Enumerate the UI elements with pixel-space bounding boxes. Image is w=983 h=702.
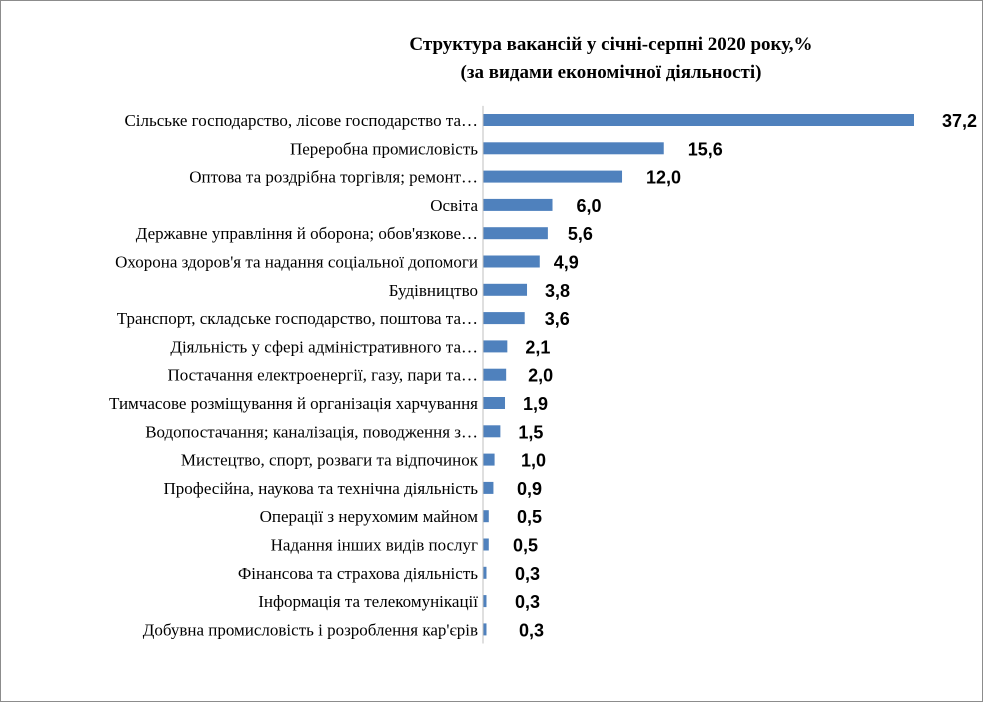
category-label: Водопостачання; каналізація, поводження з… [145, 422, 478, 442]
category-label: Операції з нерухомим майном [259, 507, 478, 527]
bar [483, 227, 548, 239]
value-label: 1,5 [518, 422, 544, 443]
bar [483, 256, 540, 268]
value-label: 1,9 [523, 394, 549, 414]
bar [483, 312, 525, 324]
category-label: Професійна, наукова та технічна діяльність [163, 478, 478, 498]
value-label: 2,0 [528, 365, 554, 386]
value-label: 0,5 [517, 507, 543, 528]
category-label: Тимчасове розміщування й організація харчування [109, 394, 478, 413]
bar [483, 454, 495, 466]
category-label: Добувна промисловість і розроблення кар'єрів [142, 620, 478, 640]
category-label: Інформація та телекомунікації [258, 592, 478, 612]
bar [483, 623, 486, 635]
category-label: Надання інших видів послуг [270, 535, 478, 555]
chart-subtitle: (за видами економічної діяльності) [460, 62, 762, 83]
category-label: Фінансова та страхова діяльність [237, 563, 478, 583]
value-label: 0,3 [515, 563, 541, 584]
bar [483, 567, 486, 579]
bar [483, 199, 553, 211]
category-label: Будівництво [388, 280, 478, 300]
bar [483, 340, 507, 352]
value-label: 0,3 [519, 620, 545, 641]
category-label: Постачання електроенергії, газу, пари та… [167, 365, 478, 385]
bar [483, 482, 493, 494]
bar [483, 284, 527, 296]
bar [483, 595, 486, 607]
category-labels-group [109, 111, 479, 639]
value-labels-group [513, 111, 977, 640]
value-label: 15,6 [687, 139, 723, 160]
value-label: 1,0 [521, 450, 547, 471]
bar [483, 142, 664, 154]
value-label: 2,1 [525, 337, 551, 358]
category-label: Транспорт, складське господарство, поштова та… [116, 309, 478, 329]
value-label: 3,8 [545, 280, 571, 301]
category-label: Діяльність у сфері адміністративного та… [170, 337, 478, 357]
value-label: 12,0 [646, 167, 682, 188]
category-label: Сільське господарство, лісове господарство та… [124, 111, 478, 130]
bar [483, 539, 489, 551]
bar [483, 114, 914, 126]
value-label: 5,6 [567, 224, 593, 245]
value-label: 0,5 [513, 535, 539, 556]
bar [483, 425, 500, 437]
bar [483, 369, 506, 381]
category-label: Мистецтво, спорт, розваги та відпочинок [180, 450, 478, 470]
value-label: 6,0 [576, 195, 602, 216]
chart-title: Структура вакансій у січні-серпні 2020 року,% [409, 34, 813, 55]
value-label: 37,2 [942, 111, 978, 131]
value-label: 3,6 [544, 309, 570, 330]
category-label: Оптова та роздрібна торгівля; ремонт… [189, 167, 478, 187]
category-label: Охорона здоров'я та надання соціальної допомоги [115, 252, 478, 272]
category-label: Державне управління й оборона; обов'язкове… [135, 224, 478, 244]
value-label: 4,9 [553, 252, 579, 273]
bar [483, 510, 489, 522]
category-label: Переробна промисловість [289, 139, 478, 159]
category-label: Освіта [430, 195, 478, 215]
bar [483, 397, 505, 409]
value-label: 0,3 [515, 592, 541, 613]
value-label: 0,9 [517, 478, 543, 499]
bar [483, 171, 622, 183]
